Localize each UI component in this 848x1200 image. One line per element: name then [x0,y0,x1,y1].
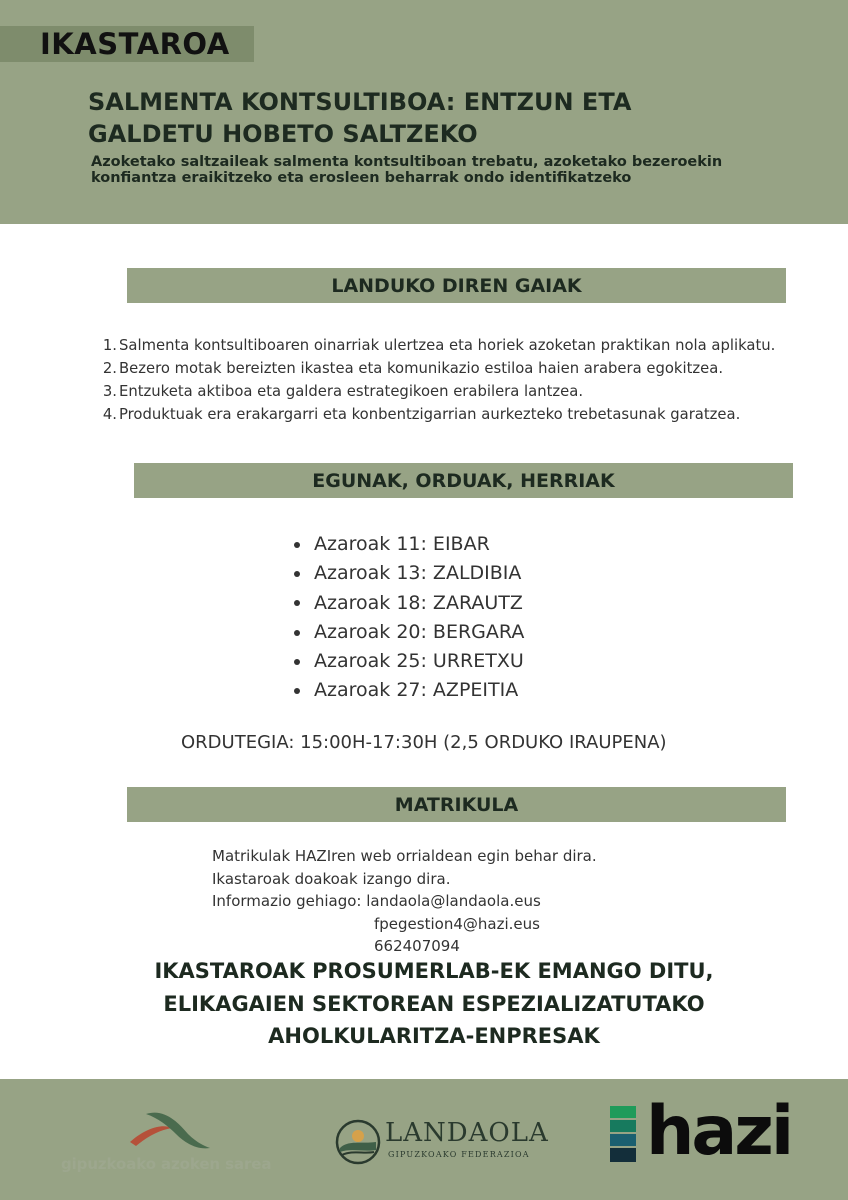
closing-line: IKASTAROAK PROSUMERLAB-EK EMANGO DITU, [154,959,714,983]
dates-heading: EGUNAK, ORDUAK, HERRIAK [134,463,793,498]
date-item [294,676,524,705]
topic-text: Entzuketa aktiboa eta galdera estrategikoen erabilera lantzea. [119,383,584,400]
topic-number: 3. [102,383,117,400]
closing-line: ELIKAGAIEN SEKTOREAN ESPEZIALIZATUTAKO [163,991,705,1016]
enrollment-heading: MATRIKULA [127,787,786,822]
date-item [294,530,524,559]
landaola-logo-name: LANDAOLA [385,1118,549,1148]
course-title-line-2: GALDETU HOBETO SALTZEKO [88,120,478,148]
enrollment-info [212,845,597,958]
landaola-logo-subtitle: GIPUZKOAKO FEDERAZIOA [388,1150,530,1159]
topics-heading: LANDUKO DIREN GAIAK [127,268,786,303]
topic-item [100,357,820,380]
topic-item [100,403,820,426]
schedule-text: ORDUTEGIA: 15:00H-17:30H (2,5 ORDUKO IRAUPENA) [181,732,667,753]
topic-text: Produktuak era erakargarri eta konbentzigarrian aurkezteko trebetasunak garatzea. [119,406,741,423]
topic-number: 4. [102,406,117,423]
date-text: Azaroak 11: EIBAR [314,533,490,555]
course-title [88,86,768,150]
bullet-icon [294,600,300,606]
date-text: Azaroak 20: BERGARA [314,620,525,643]
bullet-icon [294,659,300,665]
bullet-icon [294,688,300,694]
enrollment-contact-email-1: Informazio gehiago: landaola@landaola.eus [212,892,541,910]
date-text: Azaroak 18: ZARAUTZ [314,591,523,614]
bullet-icon [294,630,300,636]
closing-statement [104,955,764,1053]
bullet-icon [294,571,300,577]
topics-list [100,334,820,426]
topic-item [100,380,820,403]
date-item [294,647,524,676]
date-text: Azaroak 27: AZPEITIA [314,679,519,702]
azoken-sarea-logo-text: gipuzkoako azoken sarea [61,1155,272,1173]
topic-number: 1. [102,337,117,354]
date-item [294,559,524,588]
date-text: Azaroak 13: ZALDIBIA [314,562,522,585]
course-tag: IKASTAROA [40,27,230,61]
enrollment-line: Ikastaroak doakoak izango dira. [212,869,451,888]
topic-number: 2. [102,360,117,377]
enrollment-line: Matrikulak HAZIren web orrialdean egin behar dira. [212,847,597,865]
enrollment-contact-email-2: fpegestion4@hazi.eus [374,914,540,933]
enrollment-contact-phone: 662407094 [374,937,460,955]
course-subtitle-line-1: Azoketako saltzaileak salmenta kontsultiboan trebatu, azoketako bezeroekin [91,154,723,170]
bullet-icon [294,542,300,548]
course-subtitle-line-2: konfiantza eraikitzeko eta erosleen beharrak ondo identifikatzeko [91,170,632,186]
date-text: Azaroak 25: URRETXU [314,650,524,673]
closing-line: AHOLKULARITZA-ENPRESAK [268,1024,600,1048]
topic-text: Bezero motak bereizten ikastea eta komunikazio estiloa haien arabera egokitzea. [119,360,724,377]
hazi-logo-text: hazi [646,1092,792,1171]
dates-list [294,530,524,706]
date-item [294,618,524,647]
topic-text: Salmenta kontsultiboaren oinarriak ulertzea eta horiek azoketan praktikan nola aplikatu. [119,337,776,354]
date-item [294,589,524,618]
course-subtitle [91,154,811,186]
topic-item [100,334,820,357]
course-title-line-1: SALMENTA KONTSULTIBOA: ENTZUN ETA [88,88,632,116]
